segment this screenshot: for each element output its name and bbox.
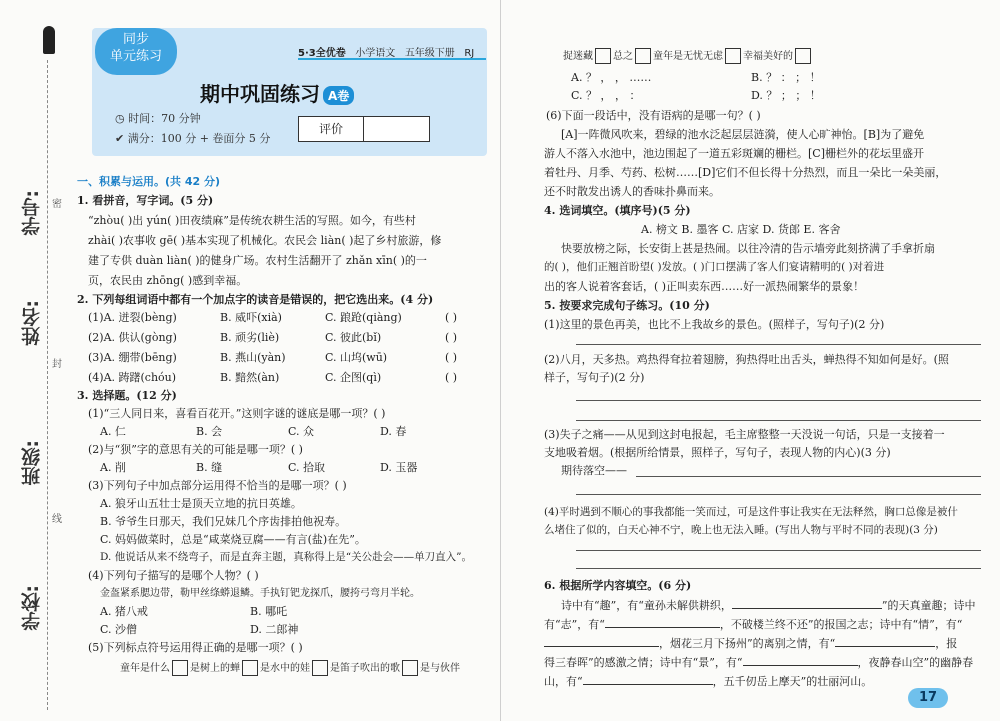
- fill-box[interactable]: [725, 48, 741, 64]
- fill-box[interactable]: [242, 660, 258, 676]
- q3-4-c: C. 沙僧: [100, 623, 138, 636]
- q2-row-4-ans[interactable]: ( ): [445, 371, 458, 384]
- r1-part-d: 幸福美好的: [743, 51, 793, 62]
- q4-line-1: 快要放榜之际，长安街上甚是热闹。以往冷清的告示墙旁此刻挤满了手拿折扇: [561, 242, 935, 255]
- time-info: ◷ 时间：70 分钟: [115, 112, 201, 125]
- poem-3a: ，烟花三月下扬州”的离别之情，有“: [659, 637, 836, 650]
- r1-part-b: 总之: [613, 51, 633, 62]
- name-label: 姓名:: [21, 300, 43, 346]
- grade: 五年级下册: [404, 48, 455, 59]
- title-text: 期中巩固练习: [200, 82, 320, 106]
- unit-badge: [95, 28, 177, 75]
- answer-line[interactable]: [576, 400, 981, 401]
- title-tag: A卷: [323, 86, 354, 105]
- r-opt-a: A. ？ ， ， ……: [571, 71, 652, 84]
- q2-row-4-c: C. 企图(qì): [325, 371, 382, 384]
- poem-line-4: [544, 655, 973, 670]
- q2-row-3-b: B. 燕山(yàn): [220, 351, 286, 364]
- r1-part-c: 童年是无忧无虑: [653, 51, 723, 62]
- q3-5-part-e: 是与伙伴: [420, 663, 460, 674]
- section-1-title: 一、积累与运用。(共 42 分): [77, 175, 221, 188]
- q1-line-1[interactable]: “zhòu( )出 yún( )田夜绩麻”是传统农耕生活的写照。如今，有些村: [88, 214, 416, 227]
- q2-row-1-ans[interactable]: ( ): [445, 311, 458, 324]
- series: 5·3全优卷: [298, 48, 346, 59]
- q3-5-sentence: [120, 660, 460, 676]
- q2-row-3-a: (3)A. 绷带(bēng): [88, 351, 177, 364]
- r-opt-d: D. ？ ； ； ！: [751, 89, 821, 102]
- q5-3-line-1: (3)失子之痛——从见到这封电报起，毛主席整整一天没说一句话，只是一支接着一: [544, 428, 945, 441]
- cut-line-label: 线: [52, 514, 62, 525]
- answer-line[interactable]: [576, 344, 981, 345]
- poem-3b: ，报: [935, 637, 958, 650]
- r-opt-c: C. ？ ， ， ：: [571, 89, 641, 102]
- number-label: 学号:: [21, 190, 43, 236]
- fill-blank[interactable]: [732, 608, 882, 609]
- fill-box[interactable]: [402, 660, 418, 676]
- fill-blank[interactable]: [835, 646, 935, 647]
- class-label: 班级:: [21, 440, 43, 486]
- answer-line[interactable]: [576, 568, 981, 569]
- q3-title: 3. 选择题。(12 分): [77, 389, 177, 402]
- page-number: 17: [908, 688, 948, 708]
- q2-row-2-c: C. 彼此(bǐ): [325, 331, 382, 344]
- fill-blank[interactable]: [605, 627, 720, 628]
- q1-line-2[interactable]: zhài( )农事收 gē( )基本实现了机械化。农民会 liàn( )起了乡村旅游，修: [88, 234, 442, 247]
- q4-options: A. 榜文 B. 墨客 C. 店家 D. 货郎 E. 客舍: [641, 223, 841, 236]
- q6-stem[interactable]: (6)下面一段话中，没有语病的是哪一句？( ): [546, 109, 761, 122]
- q4-line-3[interactable]: 出的客人说着客套话，( )正叫卖东西……好一派热闹繁华的景象！: [544, 280, 865, 293]
- q2-row-4-b: B. 黯然(àn): [220, 371, 280, 384]
- q3-1-b: B. 会: [196, 425, 223, 438]
- exam-title: [200, 78, 354, 107]
- cut-dense: 密: [52, 199, 62, 210]
- school-label: 学校:: [21, 585, 43, 631]
- q3-4-stem[interactable]: (4)下列句子描写的是哪个人物？( ): [88, 569, 259, 582]
- q3-2-d: D. 玉器: [380, 461, 418, 474]
- answer-line[interactable]: [636, 476, 981, 477]
- book-info: [298, 44, 474, 59]
- q3-2-stem[interactable]: (2)与“狈”字的意思有关的可能是哪一项？( ): [88, 443, 303, 456]
- binding-margin: [0, 0, 70, 721]
- q3-2-a: A. 削: [100, 461, 126, 474]
- q2-row-1-a: (1)A. 迸裂(bèng): [88, 311, 177, 324]
- q5-4-line-1: (4)平时遇到不顺心的事我都能一笑而过，可是这件事让我实在无法释然，胸口总像是被什: [544, 506, 958, 518]
- badge-line-2: 单元练习: [109, 49, 162, 64]
- q1-line-3[interactable]: 建了专供 duàn liàn( )的健身广场。农村生活翻开了 zhǎn xīn( )的一: [88, 254, 427, 267]
- score-text: 满分：100 分 + 卷面分 5 分: [127, 132, 271, 145]
- q2-row-4-a: (4)A. 踌躇(chóu): [88, 371, 177, 384]
- q3-5-part-b: 是树上的蝉: [190, 663, 240, 674]
- q3-1-c: C. 众: [288, 425, 315, 438]
- q2-row-1-c: C. 踉跄(qiàng): [325, 311, 402, 324]
- score-info: ✔ 满分：100 分 + 卷面分 5 分: [115, 132, 271, 145]
- q6-line-4: 还不时散发出诱人的香味扑鼻而来。: [544, 185, 720, 198]
- q3-3-c: C. 妈妈做菜时，总是“咸菜烧豆腐——有言(盐)在先”。: [100, 533, 366, 546]
- q5-3-prompt: 期待落空——: [561, 464, 627, 477]
- fill-box[interactable]: [595, 48, 611, 64]
- poem-4a: 得三春晖”的感激之情；诗中有“景”，有“: [544, 656, 743, 669]
- q3-1-a: A. 仁: [100, 425, 126, 438]
- right-page: [500, 0, 1000, 721]
- q1-line-4[interactable]: 页，农民由 zhōng( )感到幸福。: [88, 274, 248, 287]
- fill-box[interactable]: [795, 48, 811, 64]
- q5-3-line-2: 支地吸着烟。(根据所给情景，照样子，写句子，表现人物的内心)(3 分): [544, 446, 891, 459]
- poem-line-5: [544, 674, 872, 689]
- q5-2-line-2: 样子，写句子)(2 分): [544, 371, 645, 384]
- q3-1-stem[interactable]: (1)“三人同日来，喜看百花开。”这则字谜的谜底是哪一项？( ): [88, 407, 386, 420]
- badge-line-1: 同步: [122, 32, 149, 47]
- q6-line-3: 着牡丹、月季、芍药、松树……[D]它们不但长得十分热烈，而且一朵比一朵美丽，: [544, 166, 947, 179]
- q4-title: 4. 选词填空。(填序号)(5 分): [544, 204, 691, 217]
- q3-5-part-d: 是笛子吹出的歌: [330, 663, 400, 674]
- poem-2b: ，不破楼兰终不还”的报国之志；诗中有“情”，有“: [719, 618, 963, 631]
- poem-line-1: [561, 598, 976, 613]
- q3-4-b: B. 哪吒: [250, 605, 288, 618]
- fill-blank[interactable]: [583, 684, 713, 685]
- header-rule: [298, 58, 486, 60]
- q2-row-3-c: C. 山坞(wū): [325, 351, 388, 364]
- q6-line-2: 游人不落入水池中，池边围起了一道五彩斑斓的栅栏。[C]栅栏外的花坛里盛开: [544, 147, 924, 160]
- q2-title: 2. 下列每组词语中都有一个加点字的读音是错误的，把它选出来。(4 分): [77, 293, 434, 306]
- poem-1a: 诗中有“趣”，有“童孙未解供耕织，: [561, 599, 732, 612]
- r-opt-b: B. ？ ： ； ！: [751, 71, 821, 84]
- q2-row-3-ans[interactable]: ( ): [445, 351, 458, 364]
- q5-1: (1)这里的景色再美，也比不上我故乡的景色。(照样子，写句子)(2 分): [544, 318, 885, 331]
- poem-1b: ”的天真童趣；诗中: [881, 599, 976, 612]
- q3-4-a: A. 猪八戒: [100, 605, 148, 618]
- q1-title: 1. 看拼音，写字词。(5 分): [77, 194, 214, 207]
- r1-sentence: [563, 48, 813, 64]
- q3-3-a: A. 狼牙山五壮士是顶天立地的抗日英雄。: [100, 497, 302, 510]
- poem-line-2: [544, 617, 962, 632]
- rocket-icon: [43, 26, 55, 54]
- r1-part-a: 捉迷藏: [563, 51, 593, 62]
- evaluation-box[interactable]: [298, 116, 430, 142]
- fill-blank[interactable]: [743, 665, 858, 666]
- answer-line[interactable]: [576, 420, 981, 421]
- q3-5-stem[interactable]: (5)下列标点符号运用得正确的是哪一项？( ): [88, 641, 303, 654]
- q6-line-1: [A]一阵微风吹来，碧绿的池水泛起层层涟漪，使人心旷神怡。[B]为了避免: [561, 128, 925, 141]
- fill-box[interactable]: [172, 660, 188, 676]
- q3-3-d: D. 他说话从来不绕弯子，而是直奔主题，真称得上是“关公赴会——单刀直入”。: [100, 551, 472, 563]
- q4-line-2[interactable]: 的( )，他们正翘首盼望( )发放。( )门口摆满了客人们宴请精明的( )对着进: [544, 261, 885, 273]
- q5-title: 5. 按要求完成句子练习。(10 分): [544, 299, 710, 312]
- q2-row-2-b: B. 顽劣(liè): [220, 331, 280, 344]
- answer-line[interactable]: [576, 550, 981, 551]
- q3-5-part-c: 是水中的娃: [260, 663, 310, 674]
- edition: RJ: [464, 48, 475, 59]
- q3-5-part-a: 童年是什么: [120, 663, 170, 674]
- poem-5b: ，五千仞岳上摩天”的壮丽河山。: [712, 675, 873, 688]
- q5-2-line-1: (2)八月，天多热。鸡热得耷拉着翅膀，狗热得吐出舌头，蝉热得不知如何是好。(照: [544, 353, 949, 366]
- q3-4-quote: 金盔紧系腮边带，勒甲丝绦蟒退鳞。手执钉钯龙探爪，腰挎弓弯月半轮。: [100, 588, 420, 599]
- cut-seal: 封: [52, 359, 62, 370]
- q3-1-d: D. 春: [380, 425, 407, 438]
- fill-box[interactable]: [635, 48, 651, 64]
- time-text: 时间：70 分钟: [128, 112, 201, 125]
- eval-label: 评价: [299, 117, 364, 141]
- poem-2a: 有“志”，有“: [544, 618, 605, 631]
- q6b-title: 6. 根据所学内容填空。(6 分): [544, 579, 692, 592]
- q2-row-1-b: B. 威吓(xià): [220, 311, 282, 324]
- q3-3-b: B. 爷爷生日那天，我们兄妹几个序齿排拍他祝寿。: [100, 515, 347, 528]
- poem-4b: ，夜静春山空”的幽静春: [857, 656, 974, 669]
- q3-2-c: C. 拾取: [288, 461, 326, 474]
- poem-line-3: [544, 636, 957, 651]
- q3-2-b: B. 缝: [196, 461, 223, 474]
- subject: 小学语文: [355, 48, 396, 59]
- q3-3-stem[interactable]: (3)下列句子中加点部分运用得不恰当的是哪一项？( ): [88, 479, 347, 492]
- q2-row-2-a: (2)A. 供认(gòng): [88, 331, 177, 344]
- answer-line[interactable]: [576, 494, 981, 495]
- q5-4-line-2: 么堵住了似的，白天心神不宁，晚上也无法入睡。(写出人物与平时不同的表现)(3 分): [544, 524, 938, 536]
- fill-blank[interactable]: [544, 646, 659, 647]
- q3-4-d: D. 二郎神: [250, 623, 299, 636]
- fill-box[interactable]: [312, 660, 328, 676]
- q2-row-2-ans[interactable]: ( ): [445, 331, 458, 344]
- poem-5a: 山，有“: [544, 675, 583, 688]
